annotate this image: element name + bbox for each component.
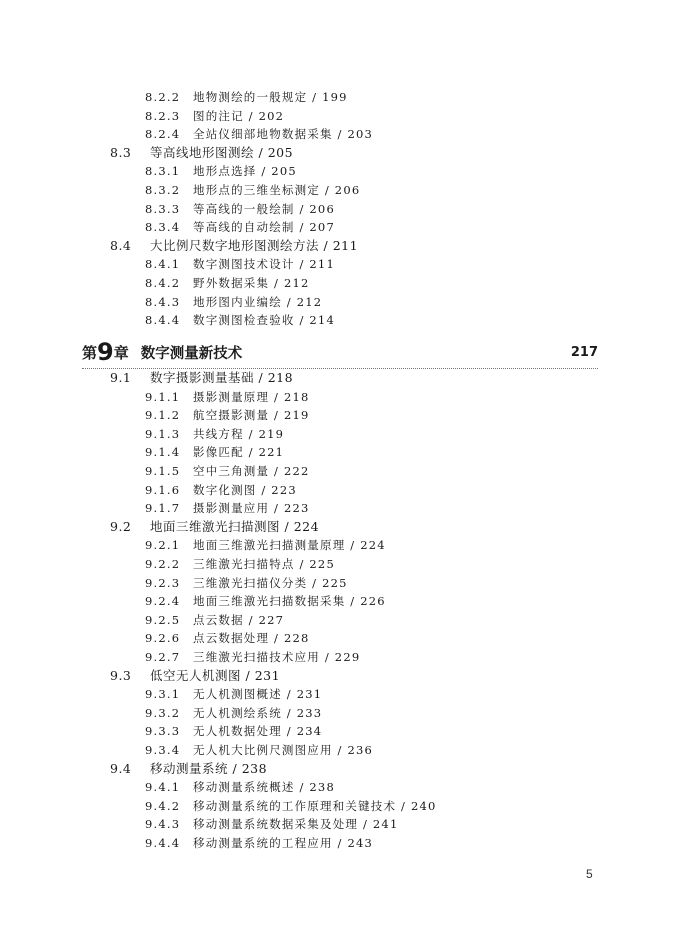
toc-entry-title: 移动测量系统的工程应用 <box>193 836 333 850</box>
toc-subsection-entry <box>145 612 284 628</box>
toc-entry-title: 点云数据处理 <box>193 631 270 646</box>
toc-entry-title: 三维激光扫描特点 <box>193 557 295 571</box>
toc-entry-separator: / <box>254 370 268 385</box>
toc-entry-title: 三维激光扫描仪分类 <box>193 575 308 590</box>
toc-entry-separator: / <box>294 201 310 216</box>
toc-entry-page: 218 <box>267 370 294 385</box>
toc-entry-title: 移动测量系统 <box>150 760 229 776</box>
toc-entry-number: 9.3.4 <box>145 743 181 757</box>
toc-entry-number: 9.2.2 <box>145 557 181 571</box>
toc-entry-number: 8.2.4 <box>145 127 181 142</box>
toc-subsection-entry <box>145 163 297 179</box>
toc-entry-page: 212 <box>296 294 323 309</box>
toc-entry-number: 9.1.2 <box>145 408 181 423</box>
toc-entry-page: 203 <box>347 127 374 142</box>
toc-entry-number: 9.1.6 <box>145 482 181 497</box>
toc-section-entry <box>110 761 267 777</box>
toc-entry-separator: / <box>243 426 259 441</box>
toc-entry-number: 8.4 <box>110 237 132 253</box>
toc-entry-separator: / <box>345 538 361 553</box>
toc-entry-title: 地面三维激光扫描测图 <box>150 518 281 534</box>
toc-subsection-entry <box>145 426 284 442</box>
toc-entry-page: 212 <box>284 276 310 290</box>
toc-entry-number: 8.4.1 <box>145 257 181 272</box>
toc-entry-separator: / <box>281 294 297 309</box>
toc-entry-page: 224 <box>293 518 320 534</box>
toc-entry-separator: / <box>243 612 259 627</box>
toc-entry-title: 图的注记 <box>193 108 244 123</box>
toc-subsection-entry <box>145 275 310 291</box>
toc-entry-page: 231 <box>254 667 281 683</box>
toc-entry-separator: / <box>269 389 284 404</box>
toc-entry-number: 9.4.1 <box>145 780 181 795</box>
toc-subsection-entry <box>145 219 335 235</box>
toc-entry-page: 218 <box>284 389 310 404</box>
toc-entry-separator: / <box>281 724 297 739</box>
toc-subsection-entry <box>145 256 335 272</box>
toc-entry-title: 无人机测图概述 <box>193 687 282 702</box>
toc-section-entry <box>110 145 293 161</box>
toc-entry-title: 数字测图技术设计 <box>193 257 295 272</box>
toc-entry-number: 9.4 <box>110 760 132 776</box>
toc-entry-title: 影像匹配 <box>193 445 244 460</box>
toc-entry-page: 214 <box>309 313 335 328</box>
toc-entry-number: 9.1 <box>110 370 132 385</box>
toc-entry-separator: / <box>269 501 284 516</box>
toc-entry-number: 9.4.3 <box>145 817 181 832</box>
toc-entry-page: 207 <box>309 220 335 235</box>
toc-subsection-entry <box>145 798 437 814</box>
toc-subsection-entry <box>145 482 297 498</box>
toc-section-entry <box>110 668 280 684</box>
toc-entry-separator: / <box>332 127 348 142</box>
toc-entry-page: 225 <box>322 575 348 590</box>
toc-entry-number: 9.3.3 <box>145 724 181 739</box>
toc-subsection-entry <box>145 389 310 405</box>
toc-entry-separator: / <box>254 144 268 160</box>
toc-subsection-entry <box>145 537 386 553</box>
toc-subsection-entry <box>145 556 335 572</box>
toc-entry-page: 219 <box>258 426 285 441</box>
toc-entry-number: 8.4.3 <box>145 294 181 309</box>
toc-entry-page: 205 <box>267 144 294 160</box>
toc-subsection-entry <box>145 463 310 479</box>
toc-entry-title: 航空摄影测量 <box>193 408 270 423</box>
toc-subsection-entry <box>145 593 386 609</box>
toc-subsection-entry <box>145 649 360 665</box>
toc-entry-number: 9.3.2 <box>145 705 181 720</box>
toc-entry-separator: / <box>294 220 310 235</box>
toc-entry-title: 无人机数据处理 <box>193 724 282 739</box>
toc-entry-title: 地形图内业编绘 <box>193 294 282 309</box>
toc-section-entry <box>110 238 358 254</box>
toc-entry-title: 等高线的一般绘制 <box>193 201 295 216</box>
toc-entry-page: 223 <box>284 501 310 516</box>
toc-entry-separator: / <box>294 257 310 272</box>
chapter-heading <box>82 338 243 366</box>
toc-entry-separator: / <box>320 650 335 664</box>
toc-entry-title: 共线方程 <box>193 426 244 441</box>
chapter-title: 数字测量新技术 <box>140 346 243 362</box>
toc-subsection-entry <box>145 182 360 198</box>
toc-entry-page: 228 <box>284 631 310 646</box>
toc-subsection-entry <box>145 705 322 721</box>
toc-entry-page: 219 <box>284 408 310 423</box>
toc-entry-title: 地面三维激光扫描测量原理 <box>193 538 346 553</box>
toc-entry-page: 238 <box>241 760 268 776</box>
toc-subsection-entry <box>145 779 335 795</box>
toc-entry-separator: / <box>294 313 310 328</box>
toc-entry-number: 9.2 <box>110 518 132 534</box>
toc-entry-separator: / <box>332 743 348 757</box>
toc-entry-separator: / <box>345 594 361 609</box>
toc-subsection-entry <box>145 686 322 702</box>
toc-entry-separator: / <box>294 780 310 795</box>
toc-subsection-entry <box>145 126 373 142</box>
toc-entry-number: 9.2.7 <box>145 650 181 664</box>
toc-entry-number: 8.2.3 <box>145 108 181 123</box>
toc-entry-separator: / <box>319 237 333 253</box>
toc-entry-title: 移动测量系统概述 <box>193 780 295 795</box>
toc-entry-separator: / <box>307 90 323 104</box>
toc-subsection-entry <box>145 742 373 758</box>
toc-entry-title: 地形点的三维坐标测定 <box>193 183 320 197</box>
toc-entry-number: 9.3.1 <box>145 687 181 702</box>
toc-entry-number: 9.1.4 <box>145 445 181 460</box>
toc-section-entry <box>110 519 319 535</box>
toc-entry-title: 数字测图检查验收 <box>193 313 295 328</box>
toc-subsection-entry <box>145 835 373 851</box>
toc-entry-separator: / <box>280 518 294 534</box>
toc-entry-number: 9.1.5 <box>145 464 181 478</box>
toc-entry-number: 9.2.4 <box>145 594 181 609</box>
toc-entry-separator: / <box>228 760 242 776</box>
toc-entry-separator: / <box>358 817 373 832</box>
toc-subsection-entry <box>145 575 348 591</box>
toc-entry-page: 206 <box>334 183 361 197</box>
toc-entry-separator: / <box>256 164 272 179</box>
toc-entry-number: 9.1.1 <box>145 389 181 404</box>
toc-entry-title: 大比例尺数字地形图测绘方法 <box>150 237 320 253</box>
toc-entry-title: 移动测量系统数据采集及处理 <box>193 817 359 832</box>
toc-entry-page: 211 <box>309 257 335 272</box>
toc-entry-number: 8.3.3 <box>145 201 181 216</box>
toc-entry-separator: / <box>243 108 259 123</box>
toc-entry-number: 9.4.4 <box>145 836 181 850</box>
toc-entry-title: 野外数据采集 <box>193 276 270 290</box>
toc-entry-separator: / <box>281 687 297 702</box>
toc-entry-separator: / <box>281 705 297 720</box>
toc-entry-title: 空中三角测量 <box>193 464 270 478</box>
toc-entry-page: 238 <box>309 780 335 795</box>
toc-subsection-entry <box>145 500 310 516</box>
toc-entry-title: 三维激光扫描技术应用 <box>193 650 320 664</box>
toc-entry-page: 240 <box>411 798 437 813</box>
toc-entry-separator: / <box>269 408 284 423</box>
toc-entry-page: 227 <box>258 612 285 627</box>
toc-entry-number: 8.3.4 <box>145 220 181 235</box>
toc-entry-number: 8.4.2 <box>145 276 181 290</box>
toc-entry-page: 222 <box>284 464 310 478</box>
chapter-heading-row <box>82 340 598 369</box>
toc-entry-number: 9.2.3 <box>145 575 181 590</box>
toc-entry-number: 9.3 <box>110 667 132 683</box>
toc-entry-page: 221 <box>258 445 285 460</box>
toc-entry-page: 234 <box>296 724 323 739</box>
toc-entry-title: 无人机大比例尺测图应用 <box>193 743 333 757</box>
toc-entry-separator: / <box>243 445 259 460</box>
toc-entry-separator: / <box>269 631 284 646</box>
chapter-page-number: 217 <box>570 345 598 360</box>
toc-subsection-entry <box>145 723 322 739</box>
toc-entry-separator: / <box>241 667 255 683</box>
toc-subsection-entry <box>145 816 398 832</box>
toc-entry-separator: / <box>294 557 310 571</box>
chapter-prefix: 第 <box>82 344 98 362</box>
toc-entry-number: 8.2.2 <box>145 90 181 104</box>
toc-entry-page: 229 <box>334 650 361 664</box>
toc-entry-page: 206 <box>309 201 335 216</box>
toc-entry-page: 202 <box>258 108 285 123</box>
toc-entry-number: 9.4.2 <box>145 798 181 813</box>
toc-subsection-entry <box>145 201 335 217</box>
toc-subsection-entry <box>145 444 284 460</box>
toc-entry-title: 摄影测量原理 <box>193 389 270 404</box>
toc-entry-page: 226 <box>360 594 386 609</box>
toc-entry-number: 8.3.2 <box>145 183 181 197</box>
toc-entry-number: 9.2.1 <box>145 538 181 553</box>
toc-entry-separator: / <box>396 798 411 813</box>
toc-entry-page: 243 <box>347 836 374 850</box>
toc-entry-title: 无人机测绘系统 <box>193 705 282 720</box>
toc-entry-separator: / <box>269 464 284 478</box>
toc-subsection-entry <box>145 312 335 328</box>
toc-subsection-entry <box>145 407 310 423</box>
toc-entry-title: 低空无人机测图 <box>150 667 242 683</box>
toc-entry-title: 全站仪细部地物数据采集 <box>193 127 333 142</box>
toc-entry-title: 移动测量系统的工作原理和关键技术 <box>193 798 397 813</box>
toc-entry-title: 等高线地形图测绘 <box>150 144 255 160</box>
toc-entry-title: 数字摄影测量基础 <box>150 370 255 385</box>
toc-entry-page: 241 <box>372 817 399 832</box>
toc-entry-separator: / <box>256 482 272 497</box>
toc-entry-page: 199 <box>322 90 348 104</box>
toc-entry-title: 地物测绘的一般规定 <box>193 90 308 104</box>
chapter-number: 9 <box>97 338 114 366</box>
toc-subsection-entry <box>145 108 284 124</box>
toc-entry-title: 点云数据 <box>193 612 244 627</box>
toc-entry-number: 8.4.4 <box>145 313 181 328</box>
toc-entry-page: 236 <box>347 743 374 757</box>
toc-entry-separator: / <box>269 276 284 290</box>
toc-entry-page: 225 <box>309 557 335 571</box>
toc-entry-number: 9.2.5 <box>145 612 181 627</box>
toc-entry-page: 223 <box>271 482 297 497</box>
toc-entry-number: 9.2.6 <box>145 631 181 646</box>
toc-entry-page: 211 <box>332 237 359 253</box>
toc-entry-separator: / <box>332 836 348 850</box>
toc-entry-page: 224 <box>360 538 386 553</box>
toc-entry-separator: / <box>307 575 323 590</box>
toc-entry-separator: / <box>320 183 335 197</box>
toc-entry-title: 地形点选择 <box>193 164 257 179</box>
toc-entry-number: 9.1.3 <box>145 426 181 441</box>
toc-entry-title: 地面三维激光扫描数据采集 <box>193 594 346 609</box>
toc-entry-title: 摄影测量应用 <box>193 501 270 516</box>
toc-entry-title: 数字化测图 <box>193 482 257 497</box>
toc-entry-number: 8.3 <box>110 144 132 160</box>
toc-entry-page: 231 <box>296 687 323 702</box>
toc-entry-number: 9.1.7 <box>145 501 181 516</box>
toc-entry-page: 205 <box>271 164 297 179</box>
toc-subsection-entry <box>145 630 310 646</box>
toc-entry-page: 233 <box>296 705 323 720</box>
toc-subsection-entry <box>145 294 322 310</box>
chapter-suffix: 章 <box>113 344 129 362</box>
toc-section-entry <box>110 370 293 386</box>
toc-subsection-entry <box>145 89 348 105</box>
toc-entry-number: 8.3.1 <box>145 164 181 179</box>
page-number: 5 <box>586 867 593 881</box>
toc-entry-title: 等高线的自动绘制 <box>193 220 295 235</box>
